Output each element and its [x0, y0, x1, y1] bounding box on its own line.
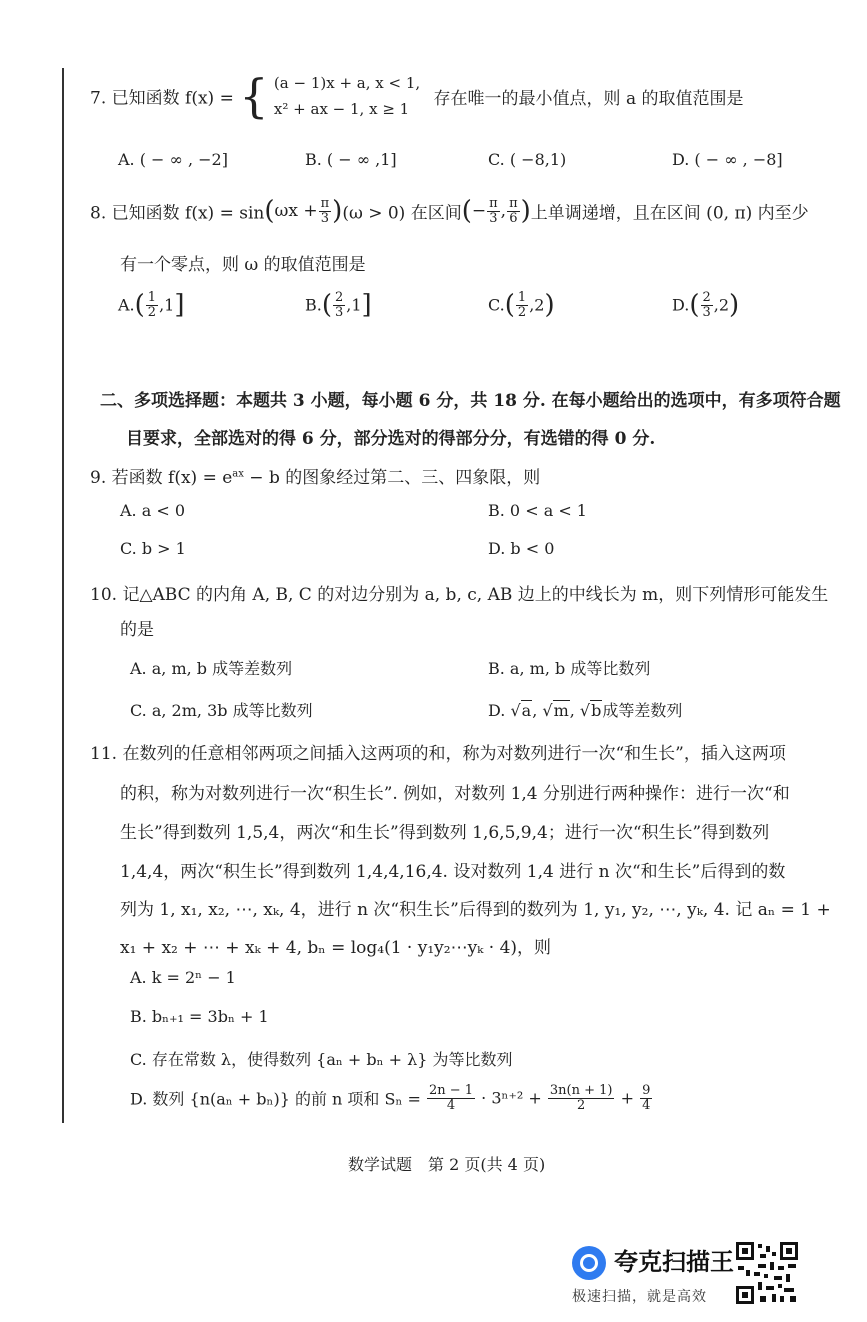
q8-option-c — [488, 290, 555, 320]
option-label: D. — [488, 701, 511, 720]
option-tail: ,1 — [159, 295, 175, 315]
paren-open: ( — [134, 290, 145, 320]
q8-frac-pi-3 — [319, 197, 332, 225]
sqrt-a: a — [521, 701, 532, 720]
frac-num: π — [509, 195, 518, 211]
q9-option-a: A. a < 0 — [120, 501, 186, 520]
q7-option-d: D. ( − ∞ , −8] — [672, 150, 783, 169]
q8-frac-pi-6 — [507, 197, 520, 225]
frac-den: 4 — [642, 1097, 651, 1113]
q11-option-d — [130, 1084, 653, 1112]
q11-d-frac-3 — [640, 1084, 652, 1112]
q10-option-d: D. √a, √m, √b成等差数列 — [488, 701, 683, 720]
q11-line-4: 1,4,4，两次“积生长”得到数列 1,4,4,16,4. 设对数列 1,4 进行 n 次“和生长”后得到的数 — [120, 862, 786, 882]
q10-option-b: B. a, m, b 成等比数列 — [488, 659, 651, 678]
option-tail: 成等差数列 — [602, 701, 683, 720]
watermark-slogan: 极速扫描，就是高效 — [572, 1289, 707, 1305]
q9-stem-post: − b 的图象经过第二、三、四象限，则 — [243, 468, 541, 488]
q8-neg: − — [471, 201, 487, 221]
q7-option-c: C. ( −8,1) — [488, 150, 567, 169]
q7-case-1: (a − 1)x + a, x < 1, — [273, 74, 421, 92]
sqrt-m: m — [553, 701, 569, 720]
paren-close: ) — [544, 290, 555, 320]
q8-frac-pi-3b — [487, 197, 500, 225]
q10-line-2: 的是 — [120, 620, 154, 640]
page-footer: 数学试题 第 2 页(共 4 页) — [348, 1155, 546, 1174]
frac-num: 2 — [335, 289, 344, 305]
option-tail: ,2 — [713, 295, 730, 315]
frac-num: 2n − 1 — [429, 1083, 474, 1098]
paren-open: ( — [504, 290, 515, 320]
q10-line-1: 10. 记△ABC 的内角 A, B, C 的对边分别为 a, b, c, AB 边上的中线长为 m，则下列情形可能发生 — [90, 585, 829, 605]
q10-option-a: A. a, m, b 成等差数列 — [130, 659, 293, 678]
section-2-heading-line-2: 目要求，全部选对的得 6 分，部分选对的得部分分，有选错的得 0 分. — [126, 429, 656, 449]
q9-option-d: D. b < 0 — [488, 539, 555, 558]
frac-den: 3 — [702, 304, 711, 320]
option-label: D. — [672, 295, 690, 315]
q8-stem-d: 上单调递增，且在区间 (0, π) 内至少 — [530, 203, 809, 224]
question-7 — [90, 70, 744, 122]
frac-den: 6 — [509, 210, 518, 226]
q11-option-a: A. k = 2ⁿ − 1 — [130, 968, 236, 987]
q11-d-frac-1 — [427, 1084, 475, 1112]
option-label: C. — [488, 295, 505, 315]
q9-option-c: C. b > 1 — [120, 539, 186, 558]
paren-close: ) — [520, 196, 531, 226]
sqrt-b: b — [591, 701, 602, 720]
question-9 — [90, 463, 540, 488]
frac-den: 4 — [446, 1097, 456, 1113]
paren-open: ( — [689, 290, 700, 320]
frac-den: 2 — [147, 304, 157, 320]
piecewise-cases — [274, 70, 420, 122]
bracket-close: ] — [361, 290, 372, 320]
frac-den: 3 — [489, 210, 498, 226]
option-frac — [701, 291, 713, 319]
option-frac — [146, 291, 158, 319]
q7-stem-post: 存在唯一的最小值点，则 a 的取值范围是 — [433, 88, 744, 109]
paren-open: ( — [321, 290, 332, 320]
frac-den: 3 — [335, 304, 344, 320]
q11-line-1: 11. 在数列的任意相邻两项之间插入这两项的和，称为对数列进行一次“和生长”，插入这两项 — [90, 744, 786, 764]
watermark-brand: 夸克扫描王 — [614, 1248, 734, 1276]
q11-line-5: 列为 1, x₁, x₂, ⋯, xₖ, 4，进行 n 次“积生长”后得到的数列为 1, y₁, y₂, ⋯, yₖ, 4. 记 aₙ = 1 + — [120, 900, 831, 920]
binding-margin-line — [62, 68, 64, 1123]
option-frac — [516, 291, 528, 319]
paren-open: ( — [461, 196, 472, 226]
piecewise-brace: { — [239, 69, 269, 123]
q11-line-2: 的积，称为对数列进行一次“积生长”. 例如，对数列 1,4 分别进行两种操作：进行一次“和 — [120, 784, 790, 804]
q9-stem-pre: 9. 若函数 f(x) = e — [90, 468, 233, 488]
comma: , — [500, 201, 507, 221]
q11-option-c: C. 存在常数 λ，使得数列 {aₙ + bₙ + λ} 为等比数列 — [130, 1050, 513, 1069]
q8-stem-b: ωx + — [274, 201, 318, 221]
question-8 — [90, 196, 809, 226]
q8-option-d — [672, 290, 739, 320]
frac-num: 9 — [642, 1083, 651, 1098]
paren-close: ) — [332, 196, 343, 226]
frac-num: π — [320, 195, 330, 211]
q11-d-pre: D. 数列 {n(aₙ + bₙ)} 的前 n 项和 Sₙ = — [130, 1089, 421, 1109]
frac-den: 2 — [577, 1097, 586, 1113]
frac-num: π — [489, 195, 498, 211]
option-frac — [333, 291, 345, 319]
frac-den: 2 — [517, 304, 527, 320]
q8-stem-a: 8. 已知函数 f(x) = sin — [90, 203, 265, 224]
q7-case-2: x² + ax − 1, x ≥ 1 — [273, 100, 410, 118]
paren-open: ( — [264, 196, 275, 226]
q10-option-c: C. a, 2m, 3b 成等比数列 — [130, 701, 313, 720]
q9-exponent: ax — [232, 468, 244, 480]
frac-num: 2 — [702, 289, 711, 305]
option-tail: ,1 — [346, 295, 362, 315]
paren-close: ) — [729, 290, 740, 320]
q9-option-b: B. 0 < a < 1 — [488, 501, 587, 520]
quark-logo-icon — [572, 1246, 606, 1280]
q7-option-b: B. ( − ∞ ,1] — [305, 150, 397, 169]
option-label: A. — [118, 295, 135, 315]
bracket-close: ] — [174, 290, 185, 320]
q11-d-frac-2 — [548, 1084, 615, 1112]
frac-den: 3 — [320, 210, 330, 226]
q8-stem-c: (ω > 0) 在区间 — [342, 203, 462, 224]
q11-option-b: B. bₙ₊₁ = 3bₙ + 1 — [130, 1007, 269, 1026]
q11-d-mid: · 3ⁿ⁺² + — [481, 1088, 542, 1108]
frac-num: 1 — [517, 289, 527, 305]
option-label: B. — [305, 295, 322, 315]
q11-d-plus: + — [620, 1088, 634, 1108]
q8-line-2: 有一个零点，则 ω 的取值范围是 — [120, 255, 366, 275]
frac-num: 3n(n + 1) — [549, 1083, 613, 1098]
option-tail: ,2 — [529, 295, 545, 315]
qr-code-icon — [734, 1240, 800, 1306]
q8-option-a — [118, 290, 185, 320]
q11-line-3: 生长”得到数列 1,5,4，两次“和生长”得到数列 1,6,5,9,4；进行一次“积生长”得到数列 — [120, 823, 770, 843]
q7-stem-pre: 7. 已知函数 f(x) = — [90, 88, 234, 109]
frac-num: 1 — [147, 289, 157, 305]
q7-option-a: A. ( − ∞ , −2] — [118, 150, 228, 169]
q8-option-b — [305, 290, 372, 320]
q11-line-6: x₁ + x₂ + ⋯ + xₖ + 4, bₙ = log₄(1 · y₁y₂⋯yₖ · 4)，则 — [120, 938, 552, 958]
section-2-heading-line-1: 二、多项选择题：本题共 3 小题，每小题 6 分，共 18 分. 在每小题给出的选项中，有多项符合题 — [100, 391, 841, 411]
